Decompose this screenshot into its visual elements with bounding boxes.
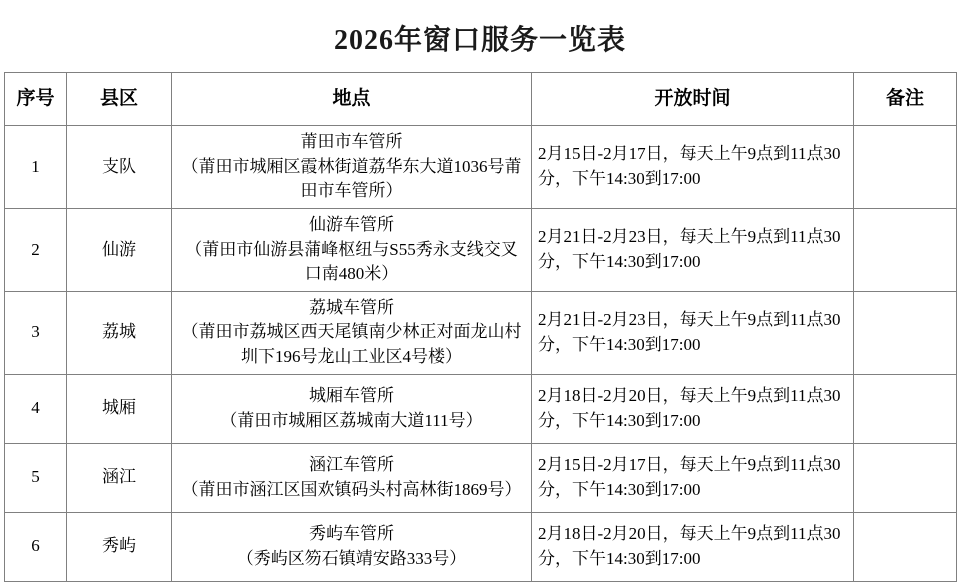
column-header-place: 地点 bbox=[172, 73, 532, 126]
place-name: 莆田市车管所 bbox=[300, 132, 403, 151]
cell-time: 2月21日-2月23日，每天上午9点到11点30分，下午14:30到17:00 bbox=[532, 208, 854, 291]
cell-time: 2月18日-2月20日，每天上午9点到11点30分，下午14:30到17:00 bbox=[532, 512, 854, 581]
cell-no: 4 bbox=[5, 374, 67, 443]
place-address: （莆田市涵江区国欢镇码头村高林街1869号） bbox=[181, 479, 522, 499]
cell-district: 支队 bbox=[67, 126, 172, 209]
cell-remark bbox=[854, 443, 957, 512]
table-header-row bbox=[5, 73, 957, 126]
place-name: 荔城车管所 bbox=[309, 297, 394, 317]
place-name: 城厢车管所 bbox=[309, 386, 394, 406]
table-row bbox=[5, 291, 957, 374]
table-row bbox=[5, 126, 957, 209]
column-header-no: 序号 bbox=[5, 73, 67, 126]
page-title: 2026年窗口服务一览表 bbox=[333, 25, 626, 56]
place-name: 涵江车管所 bbox=[309, 455, 394, 475]
cell-no: 6 bbox=[5, 512, 67, 581]
table-row bbox=[5, 512, 957, 581]
service-schedule-table bbox=[4, 72, 957, 582]
cell-remark bbox=[854, 291, 957, 374]
table-row bbox=[5, 208, 957, 291]
cell-no: 2 bbox=[5, 208, 67, 291]
place-address: （秀屿区笏石镇靖安路333号） bbox=[236, 548, 467, 568]
cell-district: 涵江 bbox=[67, 443, 172, 512]
cell-place bbox=[172, 443, 532, 512]
cell-time: 2月21日-2月23日，每天上午9点到11点30分，下午14:30到17:00 bbox=[532, 291, 854, 374]
cell-remark bbox=[854, 126, 957, 209]
cell-place bbox=[172, 374, 532, 443]
cell-place bbox=[172, 126, 532, 209]
cell-time: 2月18日-2月20日，每天上午9点到11点30分，下午14:30到17:00 bbox=[532, 374, 854, 443]
table-row bbox=[5, 374, 957, 443]
column-header-time: 开放时间 bbox=[532, 73, 854, 126]
table-header bbox=[5, 73, 957, 126]
place-name: 秀屿车管所 bbox=[309, 524, 394, 544]
cell-district: 荔城 bbox=[67, 291, 172, 374]
cell-district: 仙游 bbox=[67, 208, 172, 291]
place-address: （莆田市城厢区霞林街道荔华东大道1036号莆田市车管所） bbox=[181, 156, 522, 201]
cell-place bbox=[172, 208, 532, 291]
table-row bbox=[5, 443, 957, 512]
cell-remark bbox=[854, 208, 957, 291]
place-name: 仙游车管所 bbox=[309, 214, 394, 234]
cell-district: 城厢 bbox=[67, 374, 172, 443]
place-address: （莆田市城厢区荔城南大道111号） bbox=[220, 410, 483, 430]
cell-remark bbox=[854, 374, 957, 443]
cell-no: 5 bbox=[5, 443, 67, 512]
cell-time: 2月15日-2月17日，每天上午9点到11点30分，下午14:30到17:00 bbox=[532, 126, 854, 209]
cell-place bbox=[172, 512, 532, 581]
column-header-remark: 备注 bbox=[854, 73, 957, 126]
place-address: （莆田市仙游县蒲峰枢纽与S55秀永支线交叉口南480米） bbox=[185, 239, 518, 284]
cell-time: 2月15日-2月17日，每天上午9点到11点30分，下午14:30到17:00 bbox=[532, 443, 854, 512]
table-body bbox=[5, 126, 957, 582]
cell-district: 秀屿 bbox=[67, 512, 172, 581]
column-header-district: 县区 bbox=[67, 73, 172, 126]
cell-no: 3 bbox=[5, 291, 67, 374]
place-address: （莆田市荔城区西天尾镇南少林正对面龙山村圳下196号龙山工业区4号楼） bbox=[181, 322, 522, 367]
cell-place bbox=[172, 291, 532, 374]
cell-no: 1 bbox=[5, 126, 67, 209]
cell-remark bbox=[854, 512, 957, 581]
